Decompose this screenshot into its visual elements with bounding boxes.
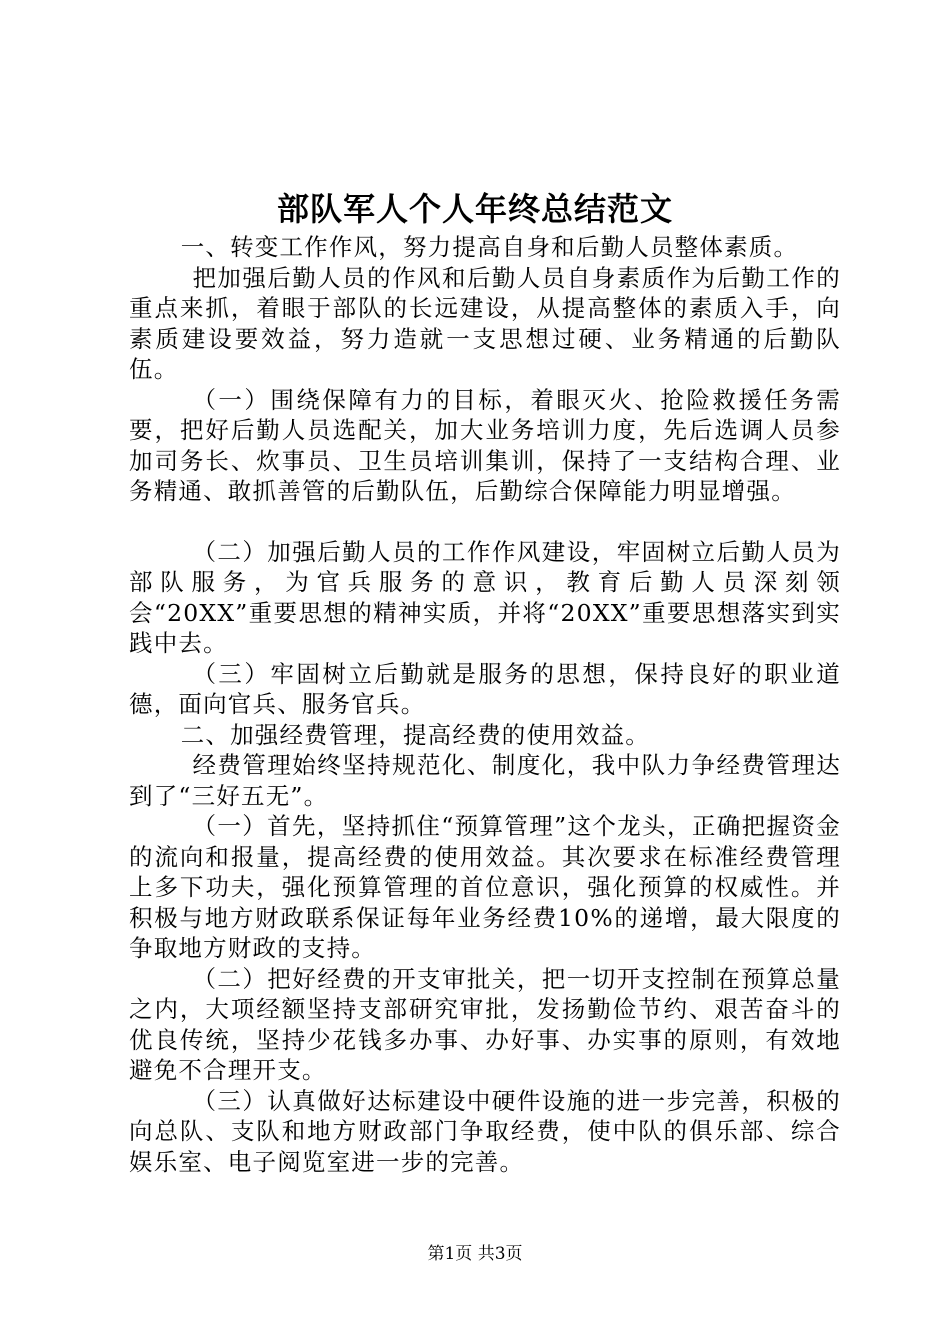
page-number: 第1页 共3页 [427, 1244, 523, 1264]
paragraph: （一）围绕保障有力的目标，着眼灭火、抢险救援任务需要，把好后勤人员选配关，加大业务培训力度，先后选调人员参加司务长、炊事员、卫生员培训集训，保持了一支结构合理、业务精通、敢抓善管的后勤队伍，后勤综合保障能力明显增强。 [129, 385, 841, 505]
document-body [129, 232, 841, 1177]
paragraph: 把加强后勤人员的作风和后勤人员自身素质作为后勤工作的重点来抓，着眼于部队的长远建设，从提高整体的素质入手，向素质建设要效益，努力造就一支思想过硬、业务精通的后勤队伍。 [129, 263, 841, 383]
paragraph: （二）把好经费的开支审批关，把一切开支控制在预算总量之内，大项经额坚持支部研究审批，发扬勤俭节约、艰苦奋斗的优良传统，坚持少花钱多办事、办好事、办实事的原则，有效地避免不合理开支。 [129, 964, 841, 1084]
paragraph: （三）认真做好达标建设中硬件设施的进一步完善，积极的向总队、支队和地方财政部门争取经费，使中队的俱乐部、综合娱乐室、电子阅览室进一步的完善。 [129, 1086, 841, 1176]
section-heading-1: 一、转变工作作风，努力提高自身和后勤人员整体素质。 [180, 233, 799, 261]
section-heading-2: 二、加强经费管理，提高经费的使用效益。 [180, 720, 650, 749]
paragraph: （三）牢固树立后勤就是服务的思想，保持良好的职业道德，面向官兵、服务官兵。 [129, 659, 841, 718]
document-title: 部队军人个人年终总结范文 [276, 190, 673, 228]
paragraph-gap [129, 507, 841, 537]
paragraph: 经费管理始终坚持规范化、制度化，我中队力争经费管理达到了“三好五无”。 [129, 751, 841, 810]
paragraph: （二）加强后勤人员的工作作风建设，牢固树立后勤人员为部队服务，为官兵服务的意识，教育后勤人员深刻领会“20XX”重要思想的精神实质，并将“20XX”重要思想落实到实践中去。 [129, 537, 841, 657]
paragraph: （一）首先，坚持抓住“预算管理”这个龙头，正确把握资金的流向和报量，提高经费的使用效益。其次要求在标准经费管理上多下功夫，强化预算管理的首位意识，强化预算的权威性。并积极与地方财政联系保证每年业务经费10%的递增，最大限度的争取地方财政的支持。 [129, 812, 841, 962]
